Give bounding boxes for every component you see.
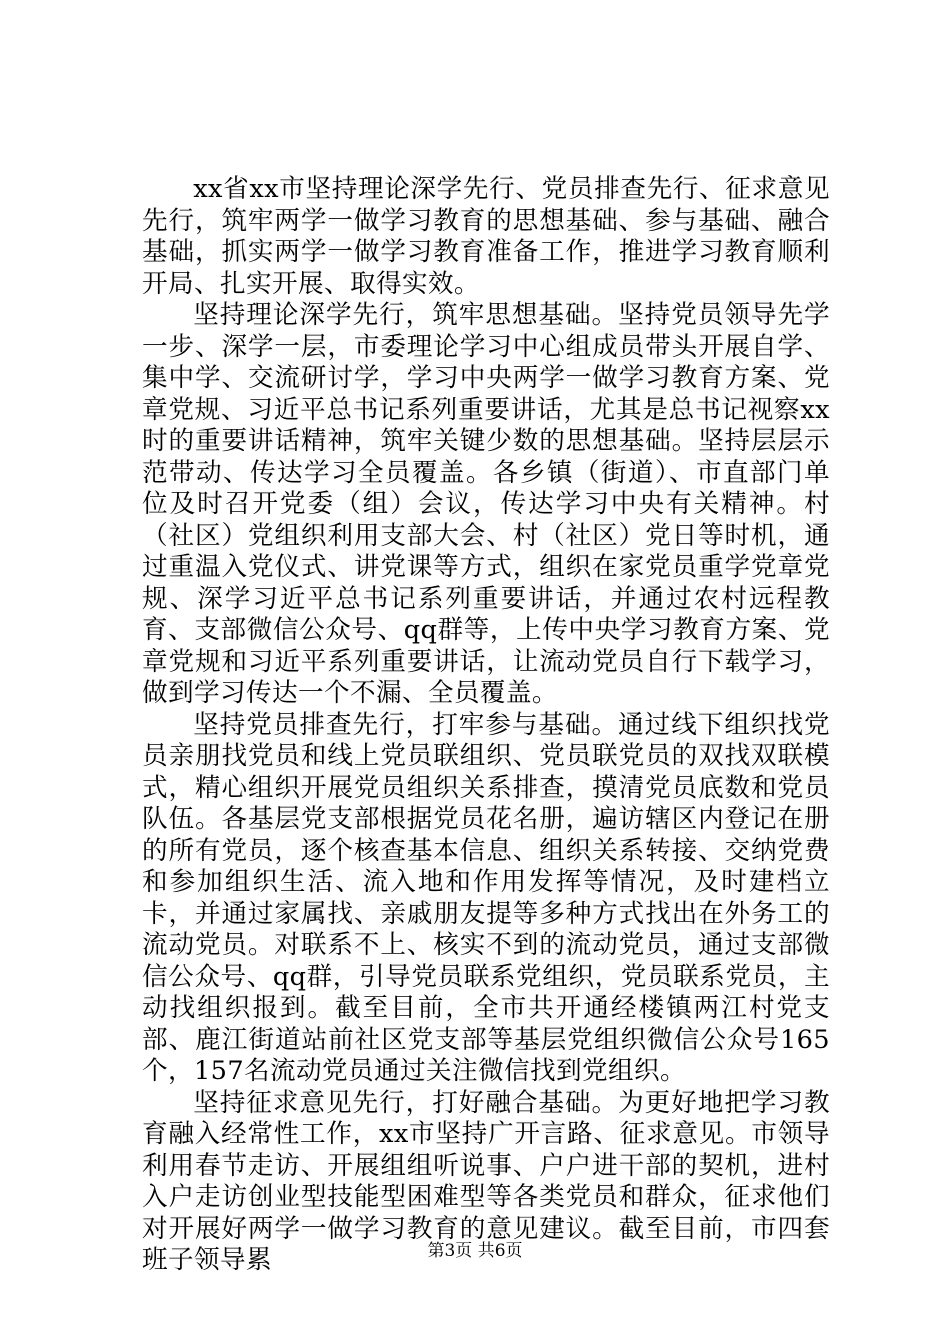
document-body (142, 174, 830, 1277)
paragraph-theory-study: 坚持理论深学先行，筑牢思想基础。坚持党员领导先学一步、深学一层，市委理论学习中心组成员带头开展自学、集中学、交流研讨学，学习中央两学一做学习教育方案、党章党规、习近平总书记系列重要讲话，尤其是总书记视察xx时的重要讲话精神，筑牢关键少数的思想基础。坚持层层示范带动、传达学习全员覆盖。各乡镇（街道）、市直部门单位及时召开党委（组）会议，传达学习中央有关精神。村（社区）党组织利用支部大会、村（社区）党日等时机，通过重温入党仪式、讲党课等方式，组织在家党员重学党章党规、深学习近平总书记系列重要讲话，并通过农村远程教育、支部微信公众号、qq群等，上传中央学习教育方案、党章党规和习近平系列重要讲话，让流动党员自行下载学习，做到学习传达一个不漏、全员覆盖。 (142, 300, 830, 708)
page-footer: 第3页 共6页 (427, 1241, 523, 1261)
paragraph-member-check: 坚持党员排查先行，打牢参与基础。通过线下组织找党员亲朋找党员和线上党员联组织、党员联党员的双找双联模式，精心组织开展党员组织关系排查，摸清党员底数和党员队伍。各基层党支部根据党员花名册，遍访辖区内登记在册的所有党员，逐个核查基本信息、组织关系转接、交纳党费和参加组织生活、流入地和作用发挥等情况，及时建档立卡，并通过家属找、亲戚朋友提等多种方式找出在外务工的流动党员。对联系不上、核实不到的流动党员，通过支部微信公众号、qq群，引导党员联系党组织，党员联系党员，主动找组织报到。截至目前，全市共开通经楼镇两江村党支部、鹿江街道站前社区党支部等基层党组织微信公众号165个，157名流动党员通过关注微信找到党组织。 (142, 709, 830, 1086)
paragraph-opinion-solicit: 坚持征求意见先行，打好融合基础。为更好地把学习教育融入经常性工作，xx市坚持广开言路、征求意见。市领导利用春节走访、开展组组听说事、户户进干部的契机，进村入户走访创业型技能型困难型等各类党员和群众，征求他们对开展好两学一做学习教育的意见建议。截至目前，市四套班子领导累 (142, 1087, 830, 1275)
paragraph-intro: xx省xx市坚持理论深学先行、党员排查先行、征求意见先行，筑牢两学一做学习教育的思想基础、参与基础、融合基础，抓实两学一做学习教育准备工作，推进学习教育顺利开局、扎实开展、取得实效。 (142, 174, 830, 299)
